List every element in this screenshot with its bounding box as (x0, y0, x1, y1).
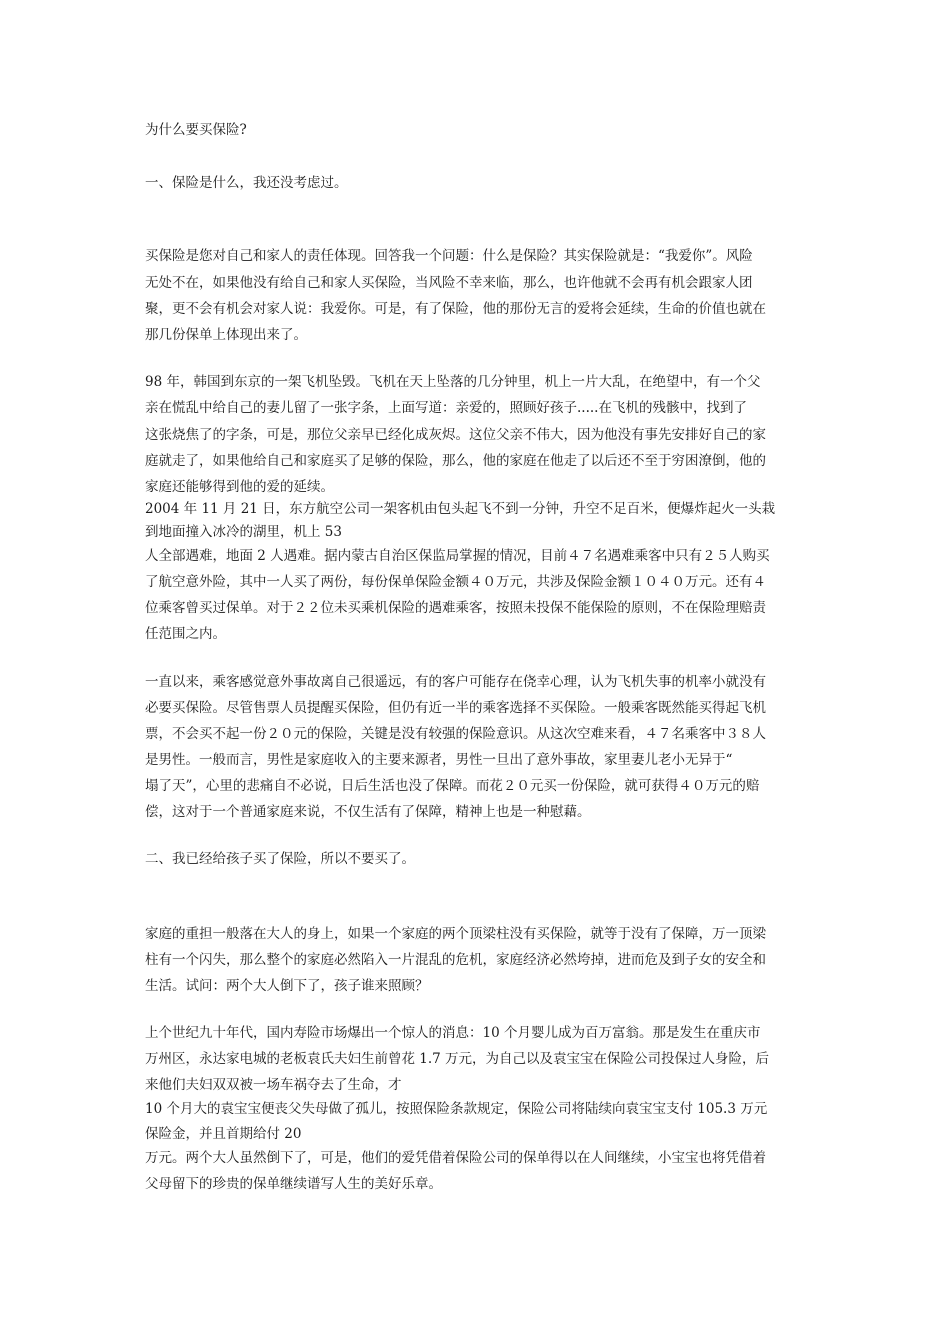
text-line: 人全部遇难，地面 2 人遇难。据内蒙古自治区保监局掌握的情况，目前４７名遇难乘客中只有２５人购买 (145, 548, 770, 564)
text-line: 塌了天”，心里的悲痛自不必说，日后生活也没了保障。而花２０元买一份保险，就可获得４０万元的赔 (145, 778, 760, 794)
text-line: 票，不会买不起一份２０元的保险，关键是没有较强的保险意识。从这次空难来看，４７名乘客中３８人 (145, 726, 766, 742)
section-heading-1: 一、保险是什么，我还没考虑过。 (145, 175, 348, 191)
text-line: 父母留下的珍贵的保单继续谱写人生的美好乐章。 (145, 1176, 442, 1192)
text-line: 一直以来，乘客感觉意外事故离自己很遥远，有的客户可能存在侥幸心理，认为飞机失事的机率小就没有 (145, 674, 766, 690)
text-line: 98 年，韩国到东京的一架飞机坠毁。飞机在天上坠落的几分钟里，机上一片大乱，在绝望中，有一个父 (145, 374, 761, 390)
text-line: 偿，这对于一个普通家庭来说，不仅生活有了保障，精神上也是一种慰藉。 (145, 804, 591, 820)
text-line: 聚，更不会有机会对家人说：我爱你。可是，有了保险，他的那份无言的爱将会延续，生命的价值也就在 (145, 301, 766, 317)
text-line: 到地面撞入冰冷的湖里，机上 53 (145, 524, 342, 540)
document-title: 为什么要买保险? (145, 122, 247, 138)
text-line: 10 个月大的袁宝宝便丧父失母做了孤儿，按照保险条款规定，保险公司将陆续向袁宝宝支付 105.3 万元 (145, 1101, 768, 1117)
section-heading-2: 二、我已经给孩子买了保险，所以不要买了。 (145, 851, 415, 867)
text-line: 万元。两个大人虽然倒下了，可是，他们的爱凭借着保险公司的保单得以在人间继续，小宝宝也将凭借着 (145, 1150, 766, 1166)
text-line: 来他们夫妇双双被一场车祸夺去了生命，才 (145, 1077, 402, 1093)
text-line: 柱有一个闪失，那么整个的家庭必然陷入一片混乱的危机，家庭经济必然垮掉，进而危及到子女的安全和 (145, 952, 766, 968)
text-line: 万州区，永达家电城的老板袁氏夫妇生前曾花 1.7 万元，为自己以及袁宝宝在保险公司投保过人身险，后 (145, 1051, 770, 1067)
text-line: 家庭还能够得到他的爱的延续。 (145, 479, 334, 495)
text-line: 了航空意外险，其中一人买了两份，每份保单保险金额４０万元，共涉及保险金额１０４０万元。还有４ (145, 574, 766, 590)
text-line: 无处不在，如果他没有给自己和家人买保险，当风险不幸来临，那么，也许他就不会再有机会跟家人团 (145, 275, 753, 291)
text-line: 家庭的重担一般落在大人的身上，如果一个家庭的两个顶梁柱没有买保险，就等于没有了保障，万一顶梁 (145, 926, 766, 942)
text-line: 必要买保险。尽管售票人员提醒买保险，但仍有近一半的乘客选择不买保险。一般乘客既然能买得起飞机 (145, 700, 766, 716)
text-line: 任范围之内。 (145, 626, 226, 642)
text-line: 2004 年 11 月 21 日，东方航空公司一架客机由包头起飞不到一分钟，升空不足百米，便爆炸起火一头栽 (145, 501, 776, 517)
text-line: 庭就走了，如果他给自己和家庭买了足够的保险，那么，他的家庭在他走了以后还不至于穷困潦倒，他的 (145, 453, 766, 469)
text-line: 那几份保单上体现出来了。 (145, 327, 307, 343)
text-line: 生活。试问：两个大人倒下了，孩子谁来照顾？ (145, 978, 429, 994)
text-line: 亲在慌乱中给自己的妻儿留了一张字条，上面写道：亲爱的，照顾好孩子.....在飞机的残骸中，找到了 (145, 400, 747, 416)
text-line: 是男性。一般而言，男性是家庭收入的主要来源者，男性一旦出了意外事故，家里妻儿老小无异于“ (145, 752, 733, 768)
text-line: 位乘客曾买过保单。对于２２位未买乘机保险的遇难乘客，按照未投保不能保险的原则，不在保险理赔责 (145, 600, 766, 616)
text-line: 这张烧焦了的字条，可是，那位父亲早已经化成灰烬。这位父亲不伟大，因为他没有事先安排好自己的家 (145, 427, 766, 443)
text-line: 上个世纪九十年代，国内寿险市场爆出一个惊人的消息：10 个月婴儿成为百万富翁。那是发生在重庆市 (145, 1025, 761, 1041)
text-line: 保险金，并且首期给付 20 (145, 1126, 302, 1142)
text-line: 买保险是您对自己和家人的责任体现。回答我一个问题：什么是保险？其实保险就是：“我爱你”。风险 (145, 248, 753, 264)
